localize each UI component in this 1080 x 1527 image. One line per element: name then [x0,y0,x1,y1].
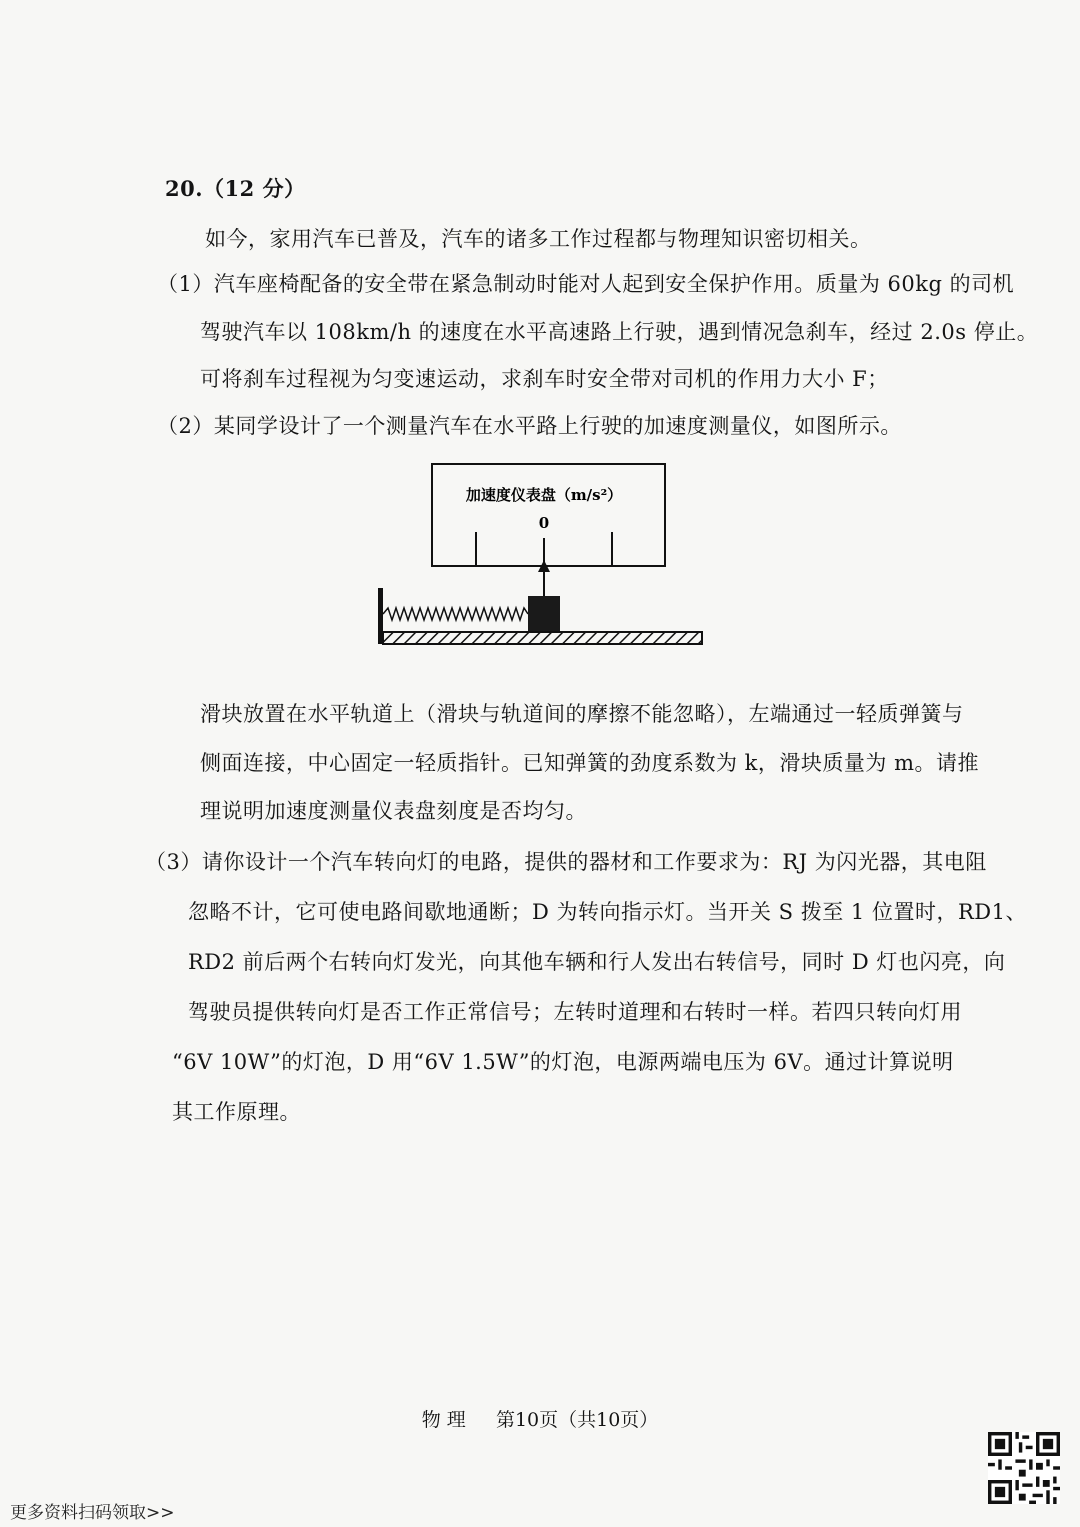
promo-link[interactable]: 更多资料扫码领取>> [10,1503,175,1523]
page-footer [0,1405,1080,1432]
dial-zero-label: 0 [538,514,550,532]
part1-line2: 驾驶汽车以 108km/h 的速度在水平高速路上行驶，遇到情况急刹车，经过 2.0s 停止。 [200,320,1039,344]
slider-block [528,596,560,632]
part3-line5: “6V 10W”的灯泡，D 用“6V 1.5W”的灯泡，电源两端电压为 6V。通过计算说明 [172,1050,954,1074]
part2-desc2: 侧面连接，中心固定一轻质指针。已知弹簧的劲度系数为 k，滑块质量为 m。请推 [200,751,979,775]
part2-line1: （2）某同学设计了一个测量汽车在水平路上行驶的加速度测量仪，如图所示。 [157,414,902,438]
part3-line4: 驾驶员提供转向灯是否工作正常信号；左转时道理和右转时一样。若四只转向灯用 [188,1000,962,1024]
question-number: 20.（12 分） [165,176,306,201]
part3-line2: 忽略不计，它可使电路间歇地通断；D 为转向指示灯。当开关 S 拨至 1 位置时，RD1、 [188,900,1027,924]
track [383,632,702,644]
footer-page-number: 第10页（共10页） [495,1409,659,1431]
part3-line3: RD2 前后两个右转向灯发光，向其他车辆和行人发出右转信号，同时 D 灯也闪亮，向 [188,950,1006,974]
part1-line3: 可将刹车过程视为匀变速运动，求刹车时安全带对司机的作用力大小 F； [200,367,889,391]
spring [383,608,528,620]
dial-title: 加速度仪表盘（m/s²） [465,486,623,504]
question-intro: 如今，家用汽车已普及，汽车的诸多工作过程都与物理知识密切相关。 [205,227,872,251]
part2-desc3: 理说明加速度测量仪表盘刻度是否均匀。 [200,799,587,823]
part2-desc1: 滑块放置在水平轨道上（滑块与轨道间的摩擦不能忽略），左端通过一轻质弹簧与 [200,702,964,726]
accelerometer-figure [372,460,712,660]
footer-subject: 物 理 [421,1409,466,1431]
qr-code-icon[interactable] [988,1432,1060,1504]
part1-line1: （1）汽车座椅配备的安全带在紧急制动时能对人起到安全保护作用。质量为 60kg 的司机 [157,272,1015,296]
part3-line1: （3）请你设计一个汽车转向灯的电路，提供的器材和工作要求为：RJ 为闪光器，其电阻 [145,850,987,874]
part3-line6: 其工作原理。 [172,1100,301,1124]
